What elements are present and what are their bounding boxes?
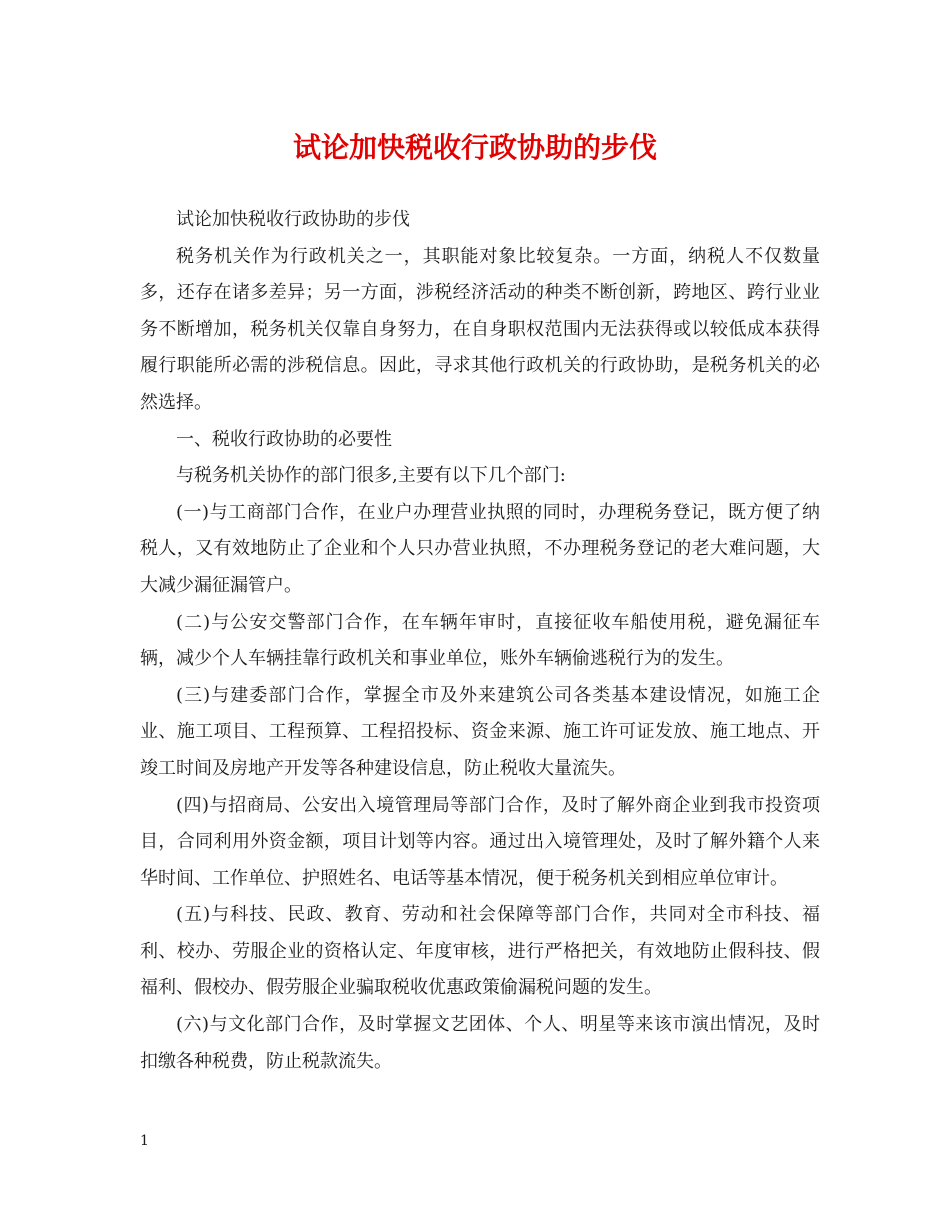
paragraph-item-4: (四)与招商局、公安出入境管理局等部门合作，及时了解外商企业到我市投资项目，合同利用外资金额，项目计划等内容。通过出入境管理处，及时了解外籍个人来华时间、工作单位、护照姓名、电话等基本情况，便于税务机关到相应单位审计。 xyxy=(140,794,820,889)
paragraph-item-6: (六)与文化部门合作，及时掌握文艺团体、个人、明星等来该市演出情况，及时扣缴各种税费，防止税款流失。 xyxy=(140,1014,820,1072)
paragraph-item-5: (五)与科技、民政、教育、劳动和社会保障等部门合作，共同对全市科技、福利、校办、劳服企业的资格认定、年度审核，进行严格把关，有效地防止假科技、假福利、假校办、假劳服企业骗取税收优惠政策偷漏税问题的发生。 xyxy=(140,904,820,999)
paragraph-item-1: (一)与工商部门合作，在业户办理营业执照的同时，办理税务登记，既方便了纳税人，又有效地防止了企业和个人只办营业执照，不办理税务登记的老大难问题，大大减少漏征漏管户。 xyxy=(140,501,820,596)
paragraph-item-3: (三)与建委部门合作，掌握全市及外来建筑公司各类基本建设情况，如施工企业、施工项目、工程预算、工程招投标、资金来源、施工许可证发放、施工地点、开竣工时间及房地产开发等各种建设信息，防止税收大量流失。 xyxy=(140,684,820,779)
document-body xyxy=(140,202,820,1080)
section-heading-necessity: 一、税收行政协助的必要性 xyxy=(176,428,392,450)
paragraph-item-2: (二)与公安交警部门合作，在车辆年审时，直接征收车船使用税，避免漏征车辆，减少个人车辆挂靠行政机关和事业单位，账外车辆偷逃税行为的发生。 xyxy=(140,611,820,670)
paragraph-subtitle: 试论加快税收行政协助的步伐 xyxy=(176,209,410,230)
document-title: 试论加快税收行政协助的步伐 xyxy=(292,131,657,164)
page-number: 1 xyxy=(140,1133,149,1149)
paragraph-departments-lead: 与税务机关协作的部门很多,主要有以下几个部门: xyxy=(176,465,566,487)
paragraph-intro: 税务机关作为行政机关之一，其职能对象比较复杂。一方面，纳税人不仅数量多，还存在诸多差异；另一方面，涉税经济活动的种类不断创新，跨地区、跨行业业务不断增加，税务机关仅靠自身努力，在自身职权范围内无法获得或以较低成本获得履行职能所必需的涉税信息。因此，寻求其他行政机关的行政协助，是税务机关的必然选择。 xyxy=(140,245,820,413)
